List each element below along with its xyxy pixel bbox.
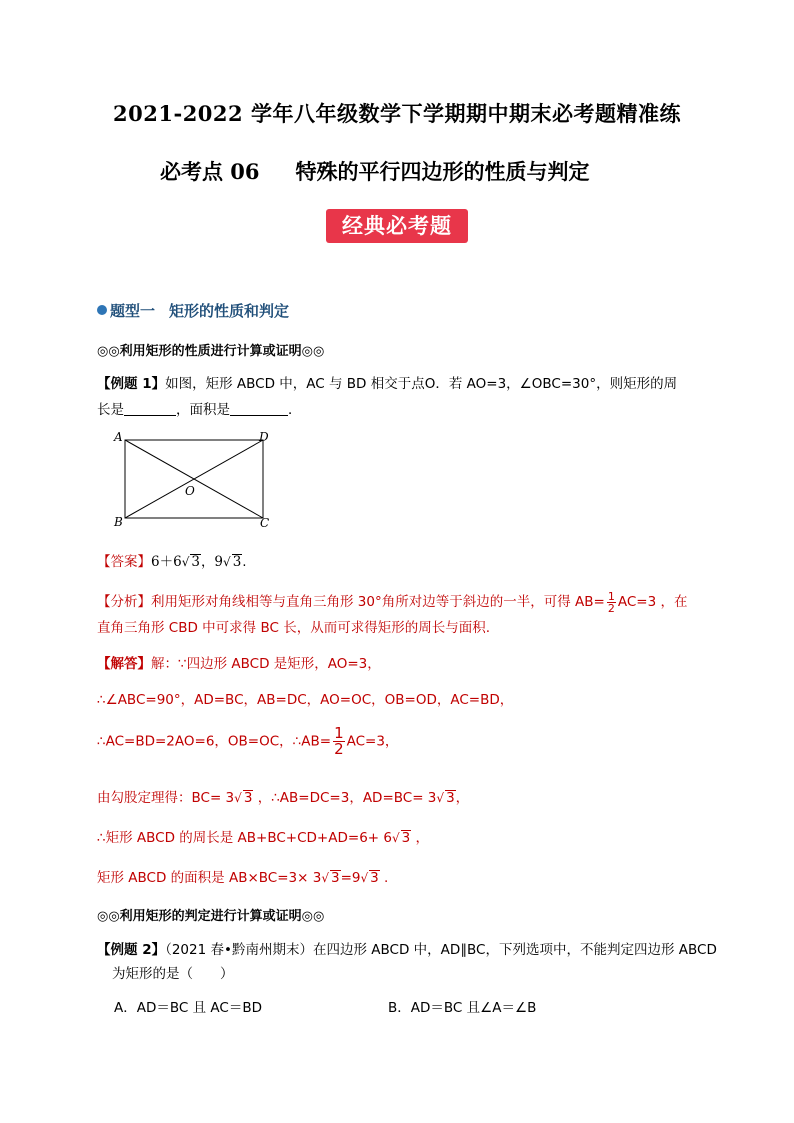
fraction-denominator: 2 [334,740,344,758]
example1-tag: 【例题 1】 [97,376,166,392]
label-c: C [260,516,270,530]
solution-text-3a: ∴AC=BD=2AO=6，OB=OC，∴AB= [97,733,332,750]
example2-tag: 【例题 2】 [97,942,166,958]
analysis-tag: 【分析】 [97,594,151,610]
answer-sep: ，9 [200,554,224,570]
solution-fraction [333,726,345,757]
label-o: O [185,484,195,498]
label-a: A [114,430,123,444]
bullet-icon [97,305,107,315]
solution-text-4b: ，∴AB=DC=3，AD=BC= 3 [253,790,437,806]
analysis-fraction [607,591,616,614]
rectangle-figure [108,426,278,532]
analysis-text-a: 利用矩形对角线相等与直角三角形 30°角所对边等于斜边的一半，可得 AB= [151,594,605,610]
solution-text-4c: ， [455,790,470,806]
subheading-properties: ◎◎利用矩形的性质进行计算或证明◎◎ [97,344,325,359]
document-title: 2021-2022 学年八年级数学下学期期中期末必考题精准练 [113,101,681,126]
example2-text-a: 在四边形 ABCD 中，AD∥BC，下列选项中，不能判定四边形 ABCD [312,942,717,958]
example1-text-a: 如图，矩形 ABCD 中，AC 与 BD 相交于点O．若 AO=3，∠OBC=30°，则矩形的周 [165,376,678,392]
solution-text-3b: AC=3， [346,733,399,750]
solution-line6: 矩形 ABCD 的面积是 AB×BC=3× 3√ 3=9√ 3 . [97,870,389,886]
answer-line: 【答案】6＋6√ 3，9√ 3. [97,554,247,570]
example1-line1 [97,372,677,392]
solution-line3 [97,726,398,757]
solution-root-4a: 3 [243,790,253,806]
solution-text-6a: 矩形 ABCD 的面积是 AB×BC=3× 3 [97,870,322,886]
answer-root-1: 3 [191,554,200,570]
subheading-criteria: ◎◎利用矩形的判定进行计算或证明◎◎ [97,909,325,924]
document-subtitle [160,156,590,186]
answer-tag: 【答案】 [97,554,151,570]
solution-text-5a: ∴矩形 ABCD 的周长是 AB+BC+CD+AD=6+ 6 [97,830,392,846]
solution-root-6b: 3 [370,870,379,886]
area-blank [230,415,288,416]
answer-root-2: 3 [232,554,242,570]
solution-line1 [97,652,381,672]
solution-line2: ∴∠ABC=90°，AD=BC，AB=DC，AO=OC，OB=OD，AC=BD， [97,692,514,708]
solution-text-5b: ， [411,830,430,846]
solution-tag: 【解答】 [97,656,151,672]
section-heading [97,300,289,321]
fraction-denominator: 2 [607,601,615,615]
solution-text-6b: =9 [340,870,361,886]
analysis-text-b: AC=3 ，在 [617,594,688,610]
label-b: B [114,515,123,529]
solution-root-5: 3 [401,830,411,846]
fraction-numerator: 1 [334,724,344,742]
subtitle-point: 必考点 06 [160,159,260,184]
section-topic: 矩形的性质和判定 [169,302,290,320]
analysis-line1 [97,590,687,614]
example2-source: （2021 春•黔南州期末） [165,942,313,958]
example1-text-b2: ，面积是 [176,402,230,418]
solution-root-4b: 3 [446,790,455,806]
answer-part-a: 6＋6 [151,554,182,570]
example1-text-b1: 长是 [97,402,124,418]
perimeter-blank [124,415,176,416]
section-title: 题型一 [110,302,156,320]
example1-line2 [97,398,302,418]
solution-text-1: 解：∵四边形 ABCD 是矩形，AO=3， [151,656,381,672]
example2-line2: 为矩形的是（ ） [112,966,234,982]
solution-line4: 由勾股定理得：BC= 3√ 3 ，∴AB=DC=3，AD=BC= 3√ 3， [97,790,470,806]
solution-text-4a: 由勾股定理得：BC= 3 [97,790,235,806]
classic-badge: 经典必考题 [326,209,468,243]
label-d: D [259,430,269,444]
option-b: B．AD＝BC 且∠A＝∠B [388,1000,537,1016]
fraction-numerator: 1 [607,589,615,603]
option-a: A．AD＝BC 且 AC＝BD [114,1000,262,1016]
example2-line1 [97,938,717,958]
solution-text-6c: . [379,870,389,886]
subtitle-topic: 特殊的平行四边形的性质与判定 [295,159,590,184]
solution-line5: ∴矩形 ABCD 的周长是 AB+BC+CD+AD=6+ 6√ 3 ， [97,830,430,846]
solution-root-6a: 3 [330,870,340,886]
example1-text-b3: ． [288,402,302,418]
analysis-line2: 直角三角形 CBD 中可求得 BC 长，从而可求得矩形的周长与面积. [97,620,490,636]
answer-end: . [242,554,247,570]
